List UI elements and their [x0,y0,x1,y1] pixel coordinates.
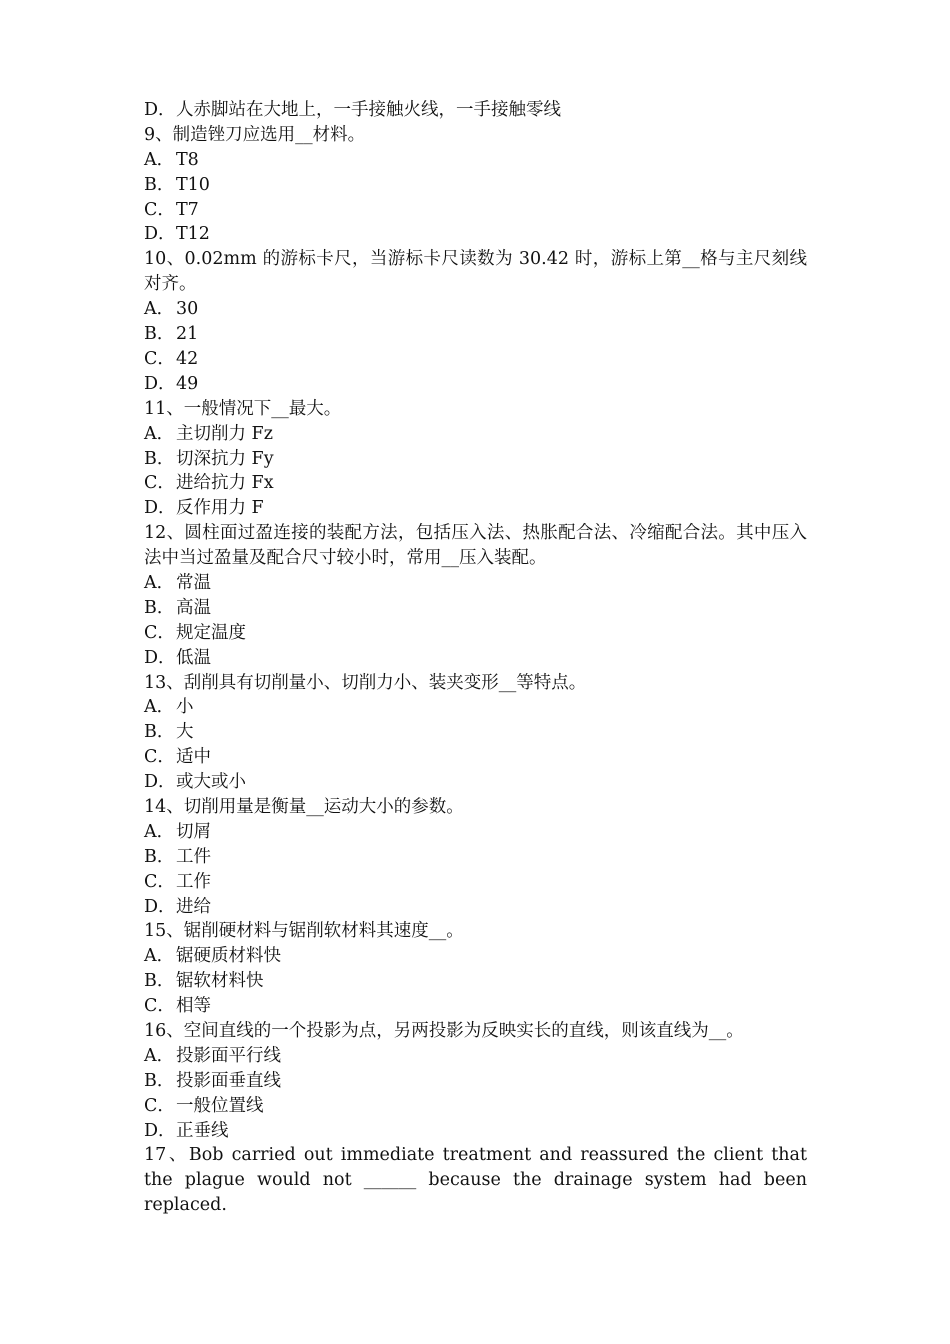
question-text: 15、锯削硬材料与锯削软材料其速度__。 [144,921,464,942]
option-text: T7 [176,199,199,220]
question-text: 17、Bob carried out immediate treatment and reassured the client that the plague would not ______ because the drainage system had been replaced. [144,1145,807,1216]
option-text: 49 [176,373,199,394]
option-letter: A． [144,946,175,967]
option-letter: C． [144,622,175,643]
question-list [144,98,807,1218]
option-text: T12 [176,224,210,245]
option-letter: B． [144,324,175,345]
option-text: 投影面垂直线 [176,1070,281,1091]
option-letter: C． [144,871,175,892]
option-letter: D． [144,647,176,668]
answer-option [144,372,807,397]
option-text: T8 [176,149,199,170]
question-text: 12、圆柱面过盈连接的装配方法，包括压入法、热胀配合法、冷缩配合法。其中压入法中当过盈量及配合尺寸较小时，常用__压入装配。 [144,523,807,569]
answer-option [144,969,807,994]
option-letter: C． [144,199,175,220]
answer-option [144,944,807,969]
answer-option [144,471,807,496]
option-text: 锯软材料快 [176,971,264,992]
option-text: 投影面平行线 [176,1045,281,1066]
option-letter: C． [144,473,175,494]
answer-option [144,98,807,123]
option-letter: A． [144,149,175,170]
answer-option [144,621,807,646]
option-letter: C． [144,747,175,768]
option-text: 相等 [176,996,211,1017]
option-text: 高温 [176,597,211,618]
option-letter: B． [144,448,175,469]
option-text: 进给 [176,896,211,917]
option-text: 人赤脚站在大地上，一手接触火线，一手接触零线 [176,100,561,120]
option-letter: A． [144,423,175,444]
option-text: 反作用力 F [176,498,264,519]
answer-option [144,322,807,347]
answer-option [144,770,807,795]
option-text: 锯硬质材料快 [176,946,281,967]
option-text: 切深抗力 Fy [176,448,274,469]
option-letter: C． [144,348,175,369]
option-letter: D． [144,896,176,917]
option-text: 主切削力 Fz [176,423,273,444]
option-text: 切屑 [176,821,211,842]
option-text: 42 [176,348,199,369]
option-text: 工件 [176,846,211,867]
question-text: 10、0.02mm 的游标卡尺，当游标卡尺读数为 30.42 时，游标上第__格与主尺刻线对齐。 [144,249,807,295]
answer-option [144,571,807,596]
question-text: 9、制造锉刀应选用__材料。 [144,124,366,145]
answer-option [144,422,807,447]
option-letter: D． [144,1120,176,1141]
option-letter: B． [144,846,175,867]
answer-option [144,1044,807,1069]
answer-option [144,1069,807,1094]
option-text: 30 [176,299,199,320]
option-letter: C． [144,1095,175,1116]
option-text: 适中 [176,747,211,768]
answer-option [144,596,807,621]
option-letter: C． [144,996,175,1017]
option-text: 或大或小 [176,772,246,793]
answer-option [144,845,807,870]
question-text: 11、一般情况下__最大。 [144,398,342,419]
answer-option [144,820,807,845]
option-letter: A． [144,821,175,842]
option-letter: D． [144,100,176,120]
answer-option [144,895,807,920]
answer-option [144,173,807,198]
answer-option [144,1119,807,1144]
option-letter: A． [144,572,175,593]
option-text: 常温 [176,572,211,593]
option-letter: D． [144,224,176,245]
answer-option [144,222,807,247]
option-letter: D． [144,772,176,793]
answer-option [144,297,807,322]
option-text: 工作 [176,871,211,892]
option-text: 规定温度 [176,622,246,643]
answer-option [144,720,807,745]
question-text: 14、切削用量是衡量__运动大小的参数。 [144,797,464,817]
answer-option [144,148,807,173]
option-letter: B． [144,722,175,743]
option-letter: B． [144,1070,175,1091]
option-text: 进给抗力 Fx [176,473,274,494]
answer-option [144,1094,807,1119]
option-letter: D． [144,373,176,394]
option-letter: B． [144,174,175,195]
option-text: 一般位置线 [176,1095,264,1116]
option-letter: A． [144,1045,175,1066]
option-letter: A． [144,697,175,718]
answer-option [144,695,807,720]
option-letter: B． [144,971,175,992]
answer-option [144,496,807,521]
option-text: 低温 [176,647,211,668]
question-text: 16、空间直线的一个投影为点，另两投影为反映实长的直线，则该直线为__。 [144,1021,744,1042]
option-text: T10 [176,174,210,195]
option-text: 大 [176,722,194,743]
option-text: 小 [176,697,194,718]
answer-option [144,994,807,1019]
option-letter: B． [144,597,175,618]
answer-option [144,745,807,770]
answer-option [144,646,807,671]
option-text: 正垂线 [176,1120,229,1141]
answer-option [144,347,807,372]
answer-option [144,447,807,472]
answer-option [144,198,807,223]
option-text: 21 [176,324,199,345]
question-text: 13、刮削具有切削量小、切削力小、装夹变形__等特点。 [144,672,587,693]
option-letter: A． [144,299,175,320]
option-letter: D． [144,498,176,519]
answer-option [144,870,807,895]
